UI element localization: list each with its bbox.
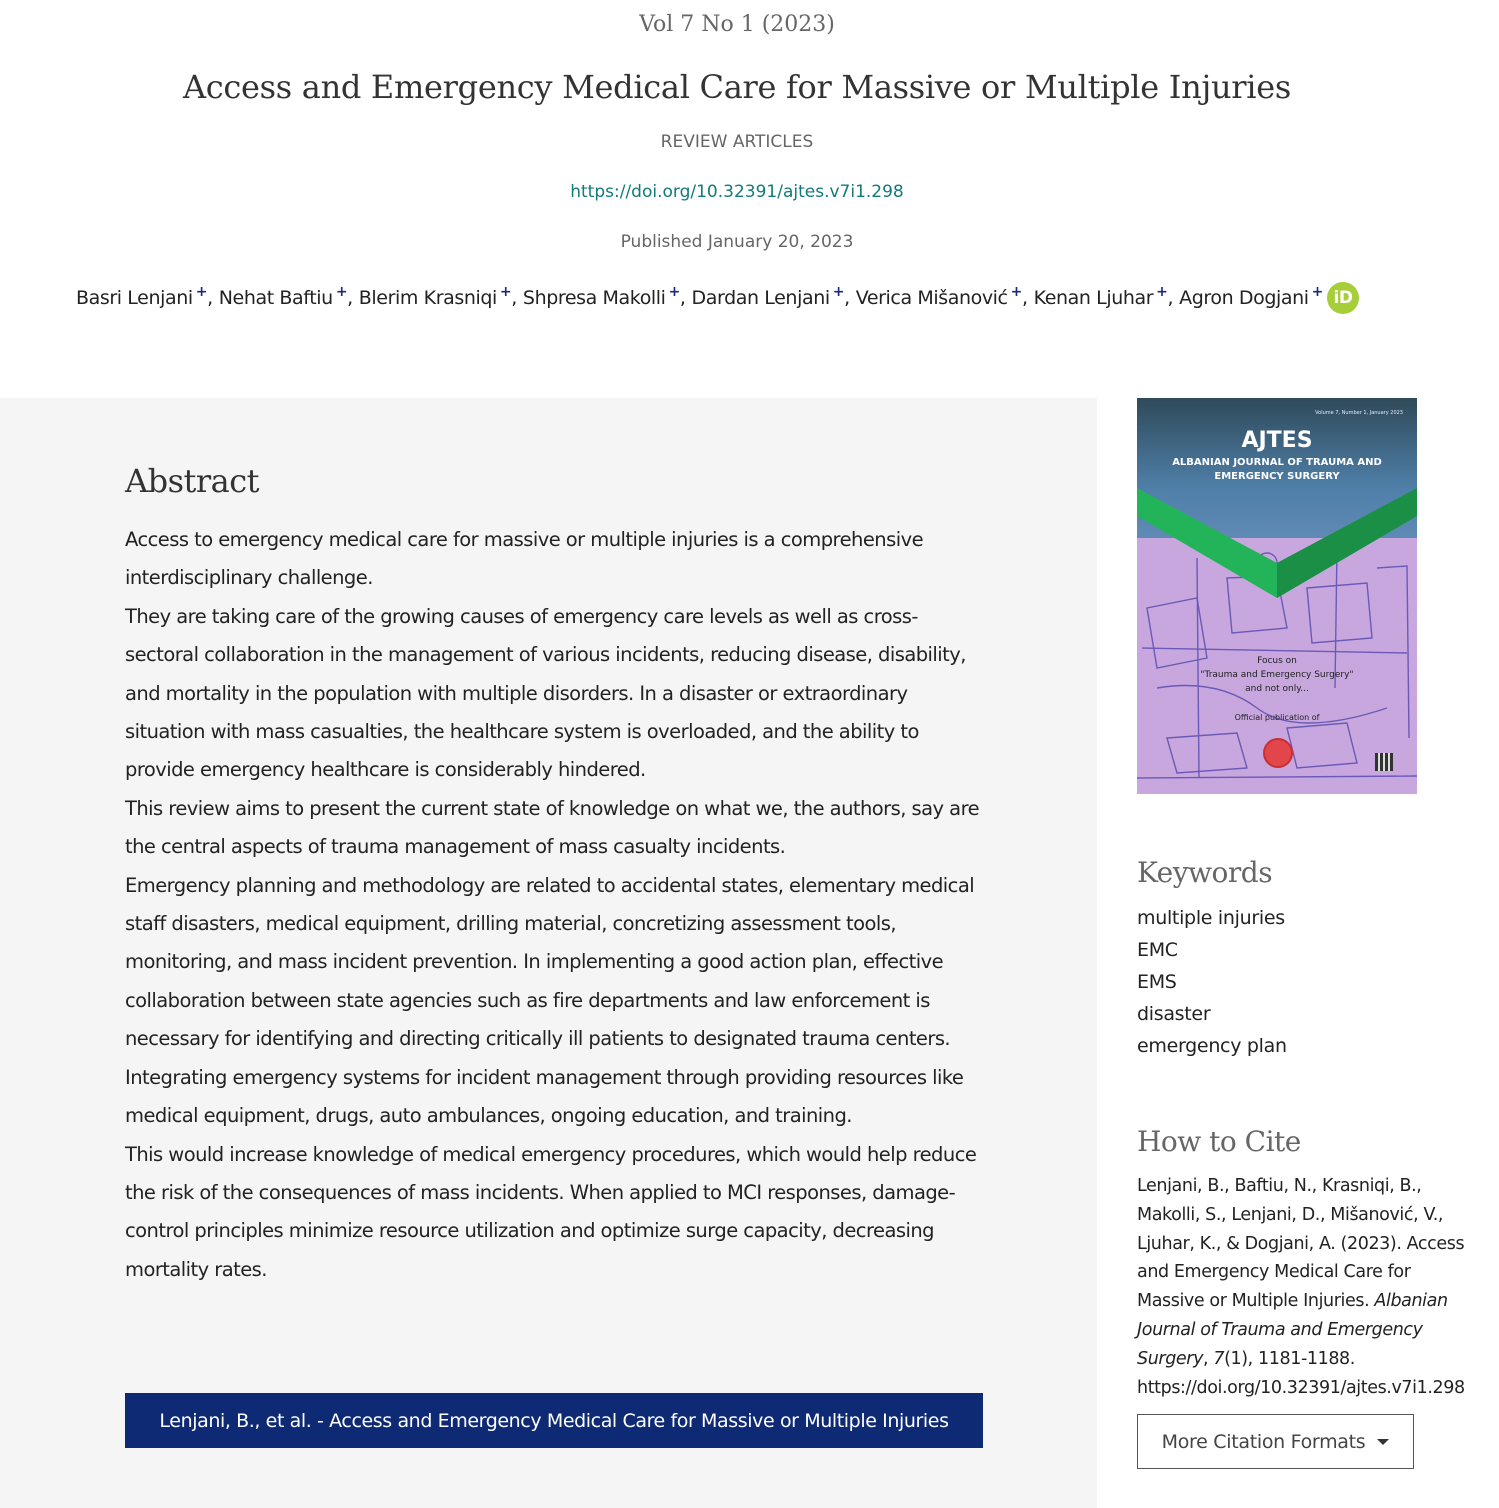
keyword-item: EMS — [1137, 971, 1177, 993]
keyword-item: multiple injuries — [1137, 907, 1285, 929]
keyword-item: emergency plan — [1137, 1035, 1287, 1057]
author-name: Blerim Krasniqi — [358, 287, 497, 309]
author-separator: , — [511, 287, 517, 309]
more-citation-formats-button[interactable] — [1137, 1414, 1414, 1469]
author-item — [691, 284, 845, 309]
page-title: Access and Emergency Medical Care for Massive or Multiple Injuries — [182, 68, 1291, 106]
author-item — [1033, 284, 1168, 309]
society-seal-icon — [1263, 738, 1293, 768]
author-separator: , — [679, 287, 686, 309]
abstract-body — [125, 521, 985, 1289]
caret-down-icon — [1377, 1439, 1389, 1445]
abstract-paragraph: Emergency planning and methodology are related to accidental states, elementary medical staff disasters, medical equipment, drilling material, concretizing assessment tools, monitoring, and mass incident prevention. In implementing a good action plan, effective collaboration between state agencies such as fire departments and law enforcement is necessary for identifying and directing critically ill patients to designated trauma centers. — [125, 873, 975, 1051]
citation-volume: 7 — [1213, 1348, 1225, 1369]
author-affiliation-toggle-icon[interactable]: + — [499, 284, 512, 300]
author-affiliation-toggle-icon[interactable]: + — [1311, 284, 1324, 300]
qr-code-icon — [1375, 753, 1393, 771]
author-name: Agron Dogjani — [1179, 287, 1309, 309]
author-separator: , — [844, 287, 850, 309]
author-item — [218, 284, 348, 309]
cover-focus-line2: "Trauma and Emergency Surgery" — [1200, 670, 1354, 680]
published-date: Published January 20, 2023 — [620, 232, 854, 252]
journal-cover-image[interactable] — [1137, 398, 1417, 794]
author-item — [76, 284, 208, 309]
author-separator: , — [347, 287, 353, 309]
cover-chevron — [1137, 488, 1417, 608]
abstract-paragraph: They are taking care of the growing causes of emergency care levels as well as cross-sectoral collaboration in the management of various incidents, reducing disease, disability, and mortality in the population with multiple disorders. In a disaster or extraordinary situation with mass casualties, the healthcare system is overloaded, and the ability to provide emergency healthcare is considerably hindered. — [125, 604, 966, 782]
author-affiliation-toggle-icon[interactable]: + — [1010, 284, 1022, 300]
more-citation-formats-label: More Citation Formats — [1161, 1430, 1366, 1453]
author-name: Verica Mišanović — [855, 287, 1008, 309]
doi-link[interactable]: https://doi.org/10.32391/ajtes.v7i1.298 — [570, 182, 904, 202]
author-name: Kenan Ljuhar — [1033, 287, 1154, 309]
galley-pdf-link[interactable]: Lenjani, B., et al. - Access and Emergency Medical Care for Massive or Multiple Injuries — [125, 1393, 983, 1448]
keywords-heading: Keywords — [1137, 856, 1273, 889]
author-affiliation-toggle-icon[interactable]: + — [832, 284, 845, 300]
author-item — [855, 284, 1022, 309]
cover-journal-name — [1137, 456, 1417, 484]
abstract-paragraph: This review aims to present the current state of knowledge on what we, the authors, say are the central aspects of trauma management of mass casualty incidents. — [125, 796, 980, 859]
keyword-item: disaster — [1137, 1003, 1211, 1025]
orcid-icon[interactable]: iD — [1327, 282, 1359, 314]
cover-official: Official publication of — [1234, 713, 1320, 722]
keyword-item: EMC — [1137, 939, 1178, 961]
citation-journal: Albanian Journal of Trauma and Emergency Surgery — [1137, 1291, 1448, 1369]
abstract-heading: Abstract — [125, 462, 260, 500]
cover-focus-text — [1137, 654, 1417, 696]
authors-list — [76, 282, 1359, 314]
author-affiliation-toggle-icon[interactable]: + — [668, 284, 680, 300]
keywords-list — [1137, 902, 1287, 1062]
cover-volume: Volume 7, Number 1, January 2023 — [1315, 410, 1403, 416]
author-separator: , — [207, 287, 213, 309]
abstract-paragraph: Access to emergency medical care for massive or multiple injuries is a comprehensive interdisciplinary challenge. — [125, 528, 924, 590]
citation-text — [1137, 1172, 1477, 1402]
author-item — [1179, 284, 1324, 309]
how-to-cite-heading: How to Cite — [1137, 1125, 1301, 1158]
issue-label[interactable]: Vol 7 No 1 (2023) — [639, 12, 835, 37]
author-affiliation-toggle-icon[interactable]: + — [335, 284, 348, 300]
abstract-paragraph: Integrating emergency systems for incident management through providing resources like medical equipment, drugs, auto ambulances, ongoing education, and training. — [125, 1065, 964, 1128]
citation-comma: , — [1203, 1348, 1214, 1369]
author-item — [522, 284, 680, 309]
author-affiliation-toggle-icon[interactable]: + — [1156, 284, 1168, 300]
cover-focus-line1: Focus on — [1257, 656, 1297, 666]
author-name: Shpresa Makolli — [522, 287, 666, 309]
author-item — [358, 284, 512, 309]
abstract-paragraph: This would increase knowledge of medical emergency procedures, which would help reduce the risk of the consequences of mass incidents. When applied to MCI responses, damage-control principles minimize resource utilization and optimize surge capacity, decreasing mortality rates. — [125, 1142, 977, 1281]
cover-journal-line2: EMERGENCY SURGERY — [1214, 471, 1340, 482]
author-affiliation-toggle-icon[interactable]: + — [195, 284, 208, 300]
author-name: Nehat Baftiu — [218, 287, 333, 309]
cover-acronym: AJTES — [1241, 428, 1313, 453]
cover-journal-line1: ALBANIAN JOURNAL OF TRAUMA AND — [1172, 457, 1382, 468]
citation-issue-pages: (1), 1181-1188. — [1224, 1348, 1355, 1369]
cover-focus-line3: and not only... — [1245, 684, 1309, 694]
section-label: REVIEW ARTICLES — [660, 132, 814, 152]
author-separator: , — [1167, 287, 1174, 309]
author-separator: , — [1021, 287, 1028, 309]
author-name: Dardan Lenjani — [691, 287, 830, 309]
citation-doi: https://doi.org/10.32391/ajtes.v7i1.298 — [1137, 1377, 1465, 1398]
author-name: Basri Lenjani — [76, 287, 193, 309]
citation-authors-title: Lenjani, B., Baftiu, N., Krasniqi, B., Makolli, S., Lenjani, D., Mišanović, V., Ljuhar, K., & Dogjani, A. (2023). Access and Emergency Medical Care for Massive or Multiple Injuries. — [1137, 1176, 1465, 1312]
